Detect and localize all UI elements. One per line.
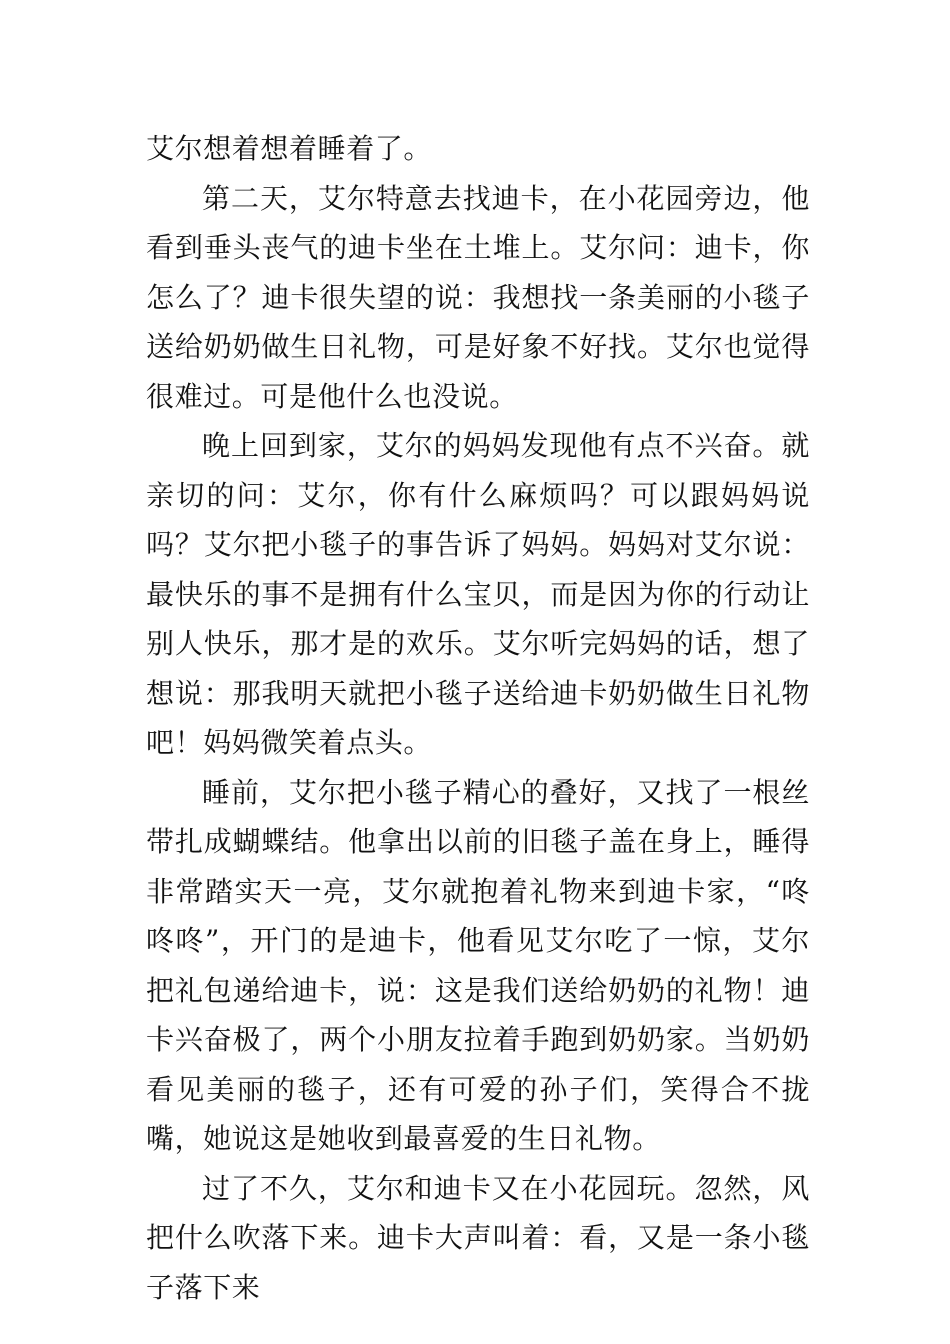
story-text bbox=[146, 124, 810, 1312]
paragraph-2: 第二天，艾尔特意去找迪卡，在小花园旁边，他看到垂头丧气的迪卡坐在土堆上。艾尔问：迪卡，你怎么了？迪卡很失望的说：我想找一条美丽的小毯子送给奶奶做生日礼物，可是好象不好找。艾尔也觉得很难过。可是他什么也没说。 bbox=[146, 181, 810, 413]
paragraph-5: 过了不久，艾尔和迪卡又在小花园玩。忽然，风把什么吹落下来。迪卡大声叫着：看，又是一条小毯子落下来 bbox=[146, 1171, 810, 1304]
paragraph-3: 晚上回到家，艾尔的妈妈发现他有点不兴奋。就亲切的问：艾尔，你有什么麻烦吗？可以跟妈妈说吗？艾尔把小毯子的事告诉了妈妈。妈妈对艾尔说：最快乐的事不是拥有什么宝贝，而是因为你的行动让别人快乐，那才是的欢乐。艾尔听完妈妈的话，想了想说：那我明天就把小毯子送给迪卡奶奶做生日礼物吧！妈妈微笑着点头。 bbox=[146, 429, 810, 759]
paragraph-4: 睡前，艾尔把小毯子精心的叠好，又找了一根丝带扎成蝴蝶结。他拿出以前的旧毯子盖在身上，睡得非常踏实天一亮，艾尔就抱着礼物来到迪卡家，“咚咚咚”，开门的是迪卡，他看见艾尔吃了一惊，艾尔把礼包递给迪卡，说：这是我们送给奶奶的礼物！迪卡兴奋极了，两个小朋友拉着手跑到奶奶家。当奶奶看见美丽的毯子，还有可爱的孙子们，笑得合不拢嘴，她说这是她收到最喜爱的生日礼物。 bbox=[146, 775, 810, 1155]
paragraph-1: 艾尔想着想着睡着了。 bbox=[146, 132, 433, 165]
